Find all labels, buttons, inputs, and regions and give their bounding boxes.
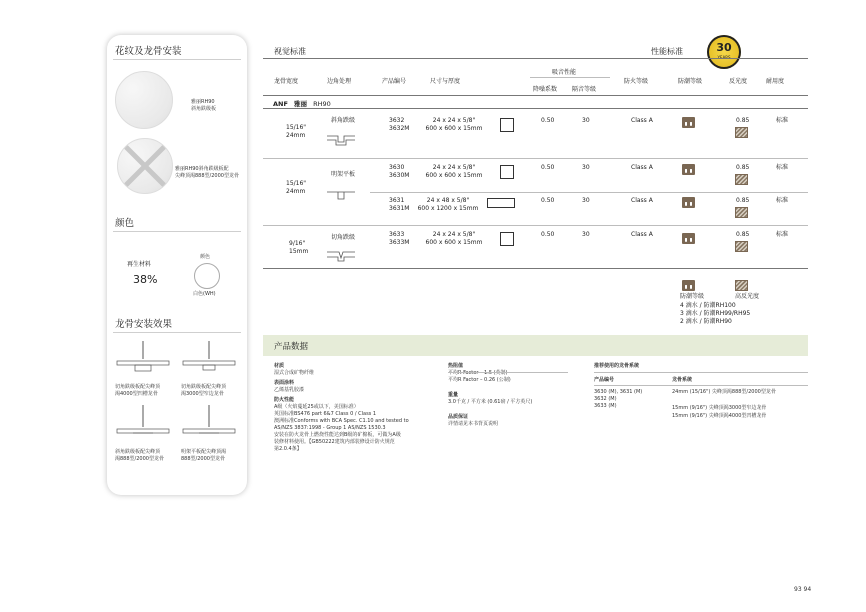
install-caption-line: 明架平板配尖峰顶渴 (181, 449, 227, 455)
install-caption-line: 888型/2000型龙骨 (181, 456, 225, 462)
material-value: 湿式合成矿物纤维 (274, 370, 315, 376)
install-caption-line: 斜角跌级板配尖峰顶 (115, 449, 161, 455)
table-row-3-nrc: 0.50 (541, 197, 555, 204)
legend-water-drop-icon (682, 280, 695, 291)
size-mm: 600 x 1200 x 15mm (417, 205, 479, 212)
install-diagram-2 (181, 341, 237, 381)
water-drop-icon (682, 117, 695, 128)
install-title: 龙骨安装效果 (115, 319, 173, 330)
grid-inch: 15/16" (286, 124, 307, 131)
size-mm: 600 x 600 x 15mm (425, 125, 483, 132)
col-cac: 隔音等级 (572, 86, 597, 93)
tile-shape-icon (500, 118, 514, 132)
col-nrc: 降噪系数 (533, 86, 558, 93)
product-line-rule (263, 108, 808, 109)
size-inch: 24 x 24 x 5/8" (432, 231, 476, 238)
install-caption-line: 切角跌级板配尖峰顶 (181, 384, 227, 390)
warranty-title: 品质保证 (448, 414, 469, 420)
install-caption-4 (181, 449, 226, 463)
fire-line: 安装在防火龙骨上燃烧性能达到B级的矿棉板，可做为A级 (274, 432, 401, 438)
table-row-2-nrc: 0.50 (541, 164, 555, 171)
visual-standard-title: 视觉标准 (274, 47, 306, 56)
legend-reflect-title: 高反光度 (735, 293, 760, 300)
weight-title: 重量 (448, 392, 459, 398)
edge-profile-icon (326, 186, 356, 202)
table-row-4-cac: 30 (582, 231, 590, 238)
install-caption-line: 渴888型/2000型龙骨 (115, 456, 164, 462)
col-acoustic: 吸音性能 (552, 69, 577, 76)
table-row-4-edge: 切角跌级 (331, 234, 356, 241)
weight-value: 3.0千克 / 平方米 (0.61磅 / 平方英尺) (448, 399, 533, 405)
recycled-value: 38% (133, 273, 158, 286)
install-diagram-3 (115, 405, 171, 445)
code-metric: 3633M (389, 239, 410, 246)
system-grid-1: 24mm (15/16") 尖峰顶渴888型/2000型龙骨 (672, 389, 776, 395)
code: 3630 (389, 164, 405, 171)
col-reflect: 反光度 (729, 78, 748, 85)
brand-name: ANF (273, 100, 288, 108)
warranty-value: 详情请见本书背页说明 (448, 421, 499, 427)
col2-rule (448, 372, 568, 373)
table-row-1-reflect: 0.85 (736, 117, 750, 124)
row-rule (263, 158, 808, 159)
table-row-2-cac: 30 (582, 164, 590, 171)
install-caption-3 (115, 449, 164, 463)
code-metric: 3632M (389, 125, 410, 132)
seal-number: 30 (716, 41, 732, 54)
size-inch: 24 x 48 x 5/8" (426, 197, 470, 204)
table-row-1-fire: Class A (631, 117, 653, 124)
table-row-2-durability: 标准 (776, 164, 789, 171)
color-name: 白色(WH) (193, 291, 216, 297)
col-edge: 边角处理 (327, 78, 352, 85)
material-title: 材质 (274, 363, 285, 369)
fire-line: 装修材料使用。【GB50222建筑内部装修设计防火规范 (274, 439, 395, 445)
system-grid-3: 15mm (9/16") 尖峰顶渴4000型凹槽龙骨 (672, 413, 767, 419)
fire-line: 第2.0.4条】 (274, 446, 302, 452)
table-row-4-code (389, 231, 409, 247)
recycled-label: 再生材料 (127, 261, 152, 268)
install-caption-line: 渴3000型窄边龙骨 (181, 391, 224, 397)
table-row-2-grid (286, 180, 306, 196)
table-row-1-size (420, 117, 488, 133)
code-metric: 3631M (389, 205, 410, 212)
table-row-3-size (414, 197, 482, 213)
code: 3631 (389, 197, 405, 204)
size-mm: 600 x 600 x 15mm (425, 239, 483, 246)
legend-item: 4 滴水 / 防潮RH100 (680, 302, 736, 309)
divider (113, 332, 241, 333)
table-row-4-size (420, 231, 488, 247)
table-row-4-durability: 标准 (776, 231, 789, 238)
columns-rule (263, 95, 808, 96)
size-mm: 600 x 600 x 15mm (425, 172, 483, 179)
col-fire: 防火等级 (624, 78, 649, 85)
system-grid-header: 龙骨系统 (672, 377, 693, 383)
divider (113, 231, 241, 232)
table-row-1-durability: 标准 (776, 117, 789, 124)
coating-title: 表面涂料 (274, 380, 295, 386)
edge-profile-icon (326, 248, 356, 264)
system-code-header: 产品编号 (594, 377, 615, 383)
col-size: 尺寸与厚度 (430, 78, 461, 85)
row-rule (263, 225, 808, 226)
reflectance-icon (735, 241, 748, 252)
left-panel (107, 35, 247, 495)
grid-cross-icon (118, 139, 172, 193)
coating-value: 乙烯基乳胶漆 (274, 387, 305, 393)
tile2-caption-line: 尖峰顶渴888型/2000型龙骨 (175, 173, 239, 179)
acoustic-rule (530, 77, 610, 78)
reflectance-icon (735, 174, 748, 185)
grid-mm: 24mm (286, 132, 306, 139)
thermal-title: 热阻值 (448, 363, 464, 369)
reflectance-icon (735, 127, 748, 138)
system-code: 3632 (M) (594, 396, 617, 402)
fire-line: AS/NZS 3837:1998 - Group 1 AS/NZS 1530.3 (274, 425, 386, 431)
seal-text: YEARS (717, 55, 731, 60)
table-row-2-code (389, 164, 409, 180)
table-row-3-reflect: 0.85 (736, 197, 750, 204)
tile-shape-icon (500, 232, 514, 246)
grid-mm: 15mm (289, 248, 309, 255)
tile1-caption-line: 斜角跌级板 (191, 106, 217, 112)
tile-grid-image (117, 138, 173, 194)
product-name: 雅丽 (294, 100, 307, 108)
legend-item: 2 滴水 / 防潮RH90 (680, 318, 732, 325)
color-title: 颜色 (115, 218, 135, 229)
grid-inch: 9/16" (289, 240, 306, 247)
table-row-3-cac: 30 (582, 197, 590, 204)
col-grid: 龙骨宽度 (274, 78, 299, 85)
table-row-1-grid (286, 124, 306, 140)
color-label: 颜色 (200, 254, 211, 260)
tile2-caption (175, 166, 239, 180)
performance-standard-title: 性能标准 (651, 47, 683, 56)
tile2-caption-line: 雅丽RH90斜角跌级板配 (175, 166, 229, 172)
row-rule (370, 192, 808, 193)
system-grid-2: 15mm (9/16") 尖峰顶渴3000型窄边龙骨 (672, 405, 767, 411)
grid-mm: 24mm (286, 188, 306, 195)
system-header-rule (594, 385, 808, 386)
code: 3632 (389, 117, 405, 124)
col-humidity: 防潮等级 (678, 78, 703, 85)
table-row-3-fire: Class A (631, 197, 653, 204)
divider (113, 59, 241, 60)
legend-reflectance-icon (735, 280, 748, 291)
tile-shape-long-icon (487, 198, 515, 208)
table-row-4-reflect: 0.85 (736, 231, 750, 238)
table-row-3-code (389, 197, 409, 213)
system-code: 3630 (M), 3631 (M) (594, 389, 643, 395)
water-drop-icon (682, 197, 695, 208)
header-rule (263, 58, 808, 59)
table-row-2-size (420, 164, 488, 180)
fire-title: 防火性能 (274, 397, 295, 403)
tile1-caption (191, 99, 216, 113)
product-data-bar (263, 335, 808, 356)
system-rule (594, 372, 808, 373)
size-inch: 24 x 24 x 5/8" (432, 117, 476, 124)
table-row-1-code (389, 117, 409, 133)
fire-line: 英国标准BS476 part 6&7 Class 0 / Class 1 (274, 411, 377, 417)
grid-inch: 15/16" (286, 180, 307, 187)
install-caption-line: 渴4000型凹槽龙骨 (115, 391, 158, 397)
code: 3633 (389, 231, 405, 238)
color-swatch (194, 263, 220, 289)
install-diagram-1 (115, 341, 171, 381)
tile-texture-image (115, 71, 173, 129)
tile-shape-icon (500, 165, 514, 179)
install-caption-2 (181, 384, 226, 398)
table-row-4-nrc: 0.50 (541, 231, 555, 238)
legend-humidity-title: 防潮等级 (680, 293, 705, 300)
product-data-title: 产品数据 (274, 342, 309, 352)
fire-line: A级（火焰蔓延25或以下，美国标准） (274, 404, 359, 410)
tile1-caption-line: 雅丽RH90 (191, 99, 215, 105)
code-metric: 3630M (389, 172, 410, 179)
table-row-2-reflect: 0.85 (736, 164, 750, 171)
col-durability: 耐用度 (766, 78, 785, 85)
pattern-title: 花纹及龙骨安装 (115, 46, 182, 57)
water-drop-icon (682, 233, 695, 244)
system-title: 推荐使用的龙骨系统 (594, 363, 640, 369)
system-codes (594, 389, 642, 410)
30-year-seal-icon (707, 35, 741, 69)
fire-line: 澳洲标准Conforms with BCA Spec. C1.10 and tested to (274, 418, 409, 424)
table-row-1-nrc: 0.50 (541, 117, 555, 124)
install-caption-line: 切角跌级板配尖峰顶 (115, 384, 161, 390)
thermal-line: 平均R Factor – 1.5 (英制) (448, 370, 508, 376)
product-data-col-1 (274, 363, 434, 453)
table-row-4-grid (289, 240, 308, 256)
legend-item: 3 滴水 / 防潮RH99/RH95 (680, 310, 751, 317)
system-code: 3633 (M) (594, 403, 617, 409)
table-row-1-edge: 斜角跌级 (331, 117, 356, 124)
col-code: 产品编号 (382, 78, 407, 85)
install-caption-1 (115, 384, 160, 398)
reflectance-icon (735, 207, 748, 218)
legend-items (680, 302, 750, 326)
table-bottom-rule (263, 268, 808, 269)
table-row-2-edge: 明架平板 (331, 171, 356, 178)
install-diagram-4 (181, 405, 237, 445)
product-line (273, 99, 331, 108)
thermal-line: 平均R Factor – 0.26 (公制) (448, 377, 511, 383)
table-row-4-fire: Class A (631, 231, 653, 238)
table-row-1-cac: 30 (582, 117, 590, 124)
series-name: RH90 (313, 100, 331, 108)
table-row-2-fire: Class A (631, 164, 653, 171)
water-drop-icon (682, 164, 695, 175)
page-number: 93 94 (794, 586, 812, 593)
table-row-3-durability: 标准 (776, 197, 789, 204)
edge-profile-icon (326, 132, 356, 148)
size-inch: 24 x 24 x 5/8" (432, 164, 476, 171)
